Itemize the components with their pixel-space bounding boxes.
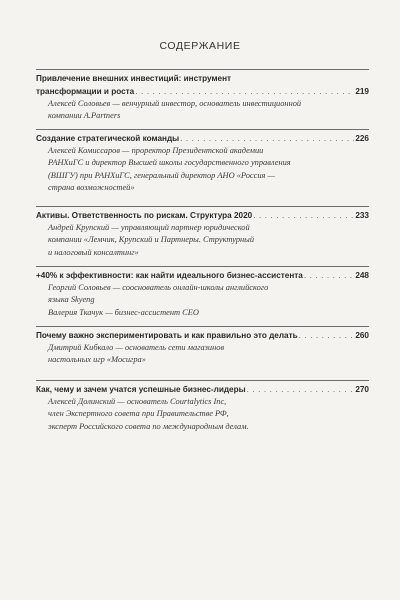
- entry-title: [36, 269, 369, 282]
- page-number: 248: [355, 271, 369, 280]
- toc-entry: [36, 326, 369, 367]
- page-number: 219: [355, 87, 369, 96]
- author-line: языка Skyeng: [48, 295, 95, 305]
- entry-title-row: [36, 329, 369, 342]
- entry-title-line: +40% к эффективности: как найти идеального бизнес-ассистента: [36, 271, 303, 280]
- entry-title-row: [36, 132, 369, 145]
- page-number: 260: [355, 331, 369, 340]
- entry-authors: [36, 282, 369, 319]
- dot-leader: [135, 85, 354, 98]
- author-line: Георгий Соловьев — сооснователь онлайн-школы английского: [48, 283, 269, 292]
- entry-title-line: Привлечение внешних инвестиций: инструмент: [36, 74, 232, 83]
- entry-title-row: [36, 383, 369, 396]
- contents-heading: СОДЕРЖАНИЕ: [159, 40, 241, 52]
- toc-entry: [36, 380, 369, 433]
- entry-title-row: [36, 269, 369, 282]
- entry-title: [36, 209, 369, 222]
- dot-leader: [247, 383, 355, 396]
- toc-entry: [36, 206, 369, 259]
- page-number: 226: [355, 134, 369, 143]
- entry-authors: [36, 145, 369, 195]
- entry-authors: [36, 222, 369, 259]
- author-line: член Экспертного совета при Правительстве РФ,: [48, 409, 229, 419]
- entry-title: [36, 329, 369, 342]
- entry-title-row: [36, 209, 369, 222]
- entry-title-line: Активы. Ответственность по рискам. Структура 2020: [36, 211, 253, 220]
- entry-title-line: Как, чему и зачем учатся успешные бизнес-лидеры: [36, 385, 246, 394]
- dot-leader: [180, 132, 354, 145]
- entry-title-line: Почему важно экспериментировать и как правильно это делать: [36, 331, 298, 340]
- entry-title: [36, 132, 369, 145]
- author-line: (ВШГУ) при РАНХиГС, генеральный директор АНО «Россия —: [48, 170, 275, 180]
- entry-authors: [36, 342, 369, 367]
- dot-leader: [253, 209, 354, 222]
- entry-title: [36, 72, 369, 98]
- author-line: Андрей Крупский — управляющий партнер юридической: [48, 223, 250, 232]
- author-line: Алексей Соловьев — венчурный инвестор, основатель инвестиционной: [48, 99, 302, 108]
- author-line: компании «Лемчик, Крупский и Партнеры. Структурный: [48, 235, 255, 245]
- author-line: Алексей Долинский — основатель Courtalytics Inc,: [48, 397, 227, 406]
- author-line: РАНХиГС и директор Высшей школы государственного управления: [48, 158, 291, 168]
- author-line: настольных игр «Мосигра»: [48, 355, 146, 365]
- page-number: 233: [355, 211, 369, 220]
- entry-title-line: Создание стратегической команды: [36, 134, 180, 143]
- entry-title: [36, 383, 369, 396]
- toc-entry: [36, 266, 369, 319]
- entry-title-line: трансформации и роста: [36, 87, 135, 96]
- author-line: и налоговый консалтинг»: [48, 247, 139, 257]
- dot-leader: [304, 269, 354, 282]
- author-line: Дмитрий Кибкало — основатель сети магазинов: [48, 343, 225, 352]
- toc-entry: [36, 129, 369, 195]
- toc-entry: [36, 69, 369, 123]
- author-line: Алексей Комиссаров — проректор Президентской академии: [48, 146, 264, 155]
- entry-authors: [36, 98, 369, 123]
- author-line: компании A.Partners: [48, 111, 121, 121]
- author-line: Валерия Ткачук — бизнес-ассистент CEO: [48, 307, 199, 317]
- entry-title-row: [36, 85, 369, 98]
- entry-authors: [36, 396, 369, 433]
- author-line: страна возможностей»: [48, 183, 135, 193]
- dot-leader: [299, 329, 355, 342]
- author-line: эксперт Российского совета по международным делам.: [48, 421, 249, 431]
- page-number: 270: [355, 385, 369, 394]
